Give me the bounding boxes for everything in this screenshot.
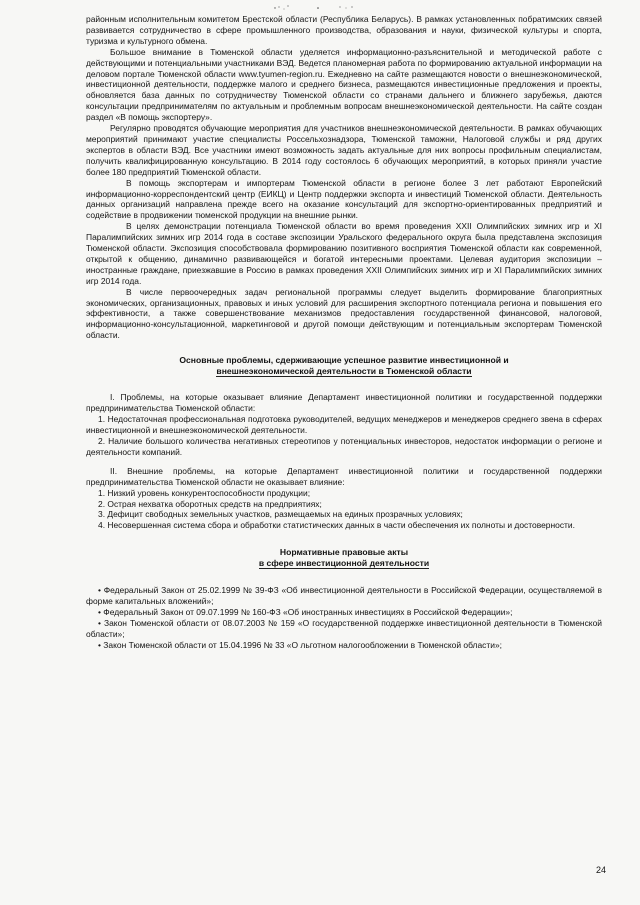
heading-legal-acts — [86, 547, 602, 568]
heading-main-problems — [86, 355, 602, 376]
paragraph-sister-cities: районным исполнительным комитетом Брестской области (Республика Беларусь). В рамках установленных побратимских связей развивается сотрудничество в сфере промышленного производства, образования и науки, физической культуры и спорта, туризма и культурного обмена. — [86, 14, 602, 46]
problems-external-item: 4. Несовершенная система сбора и обработки статистических данных в части обеспечения их полноты и достоверности. — [98, 520, 575, 531]
document-body — [86, 14, 602, 651]
problems-internal-item: 1. Недостаточная профессиональная подготовка руководителей, ведущих менеджеров и менеджеров среднего звена в сферах инвестиционной и внешнеэкономической деятельности. — [86, 414, 602, 436]
paragraph-training-events: Регулярно проводятся обучающие мероприятия для участников внешнеэкономической деятельности. В рамках обучающих мероприятий принимают участие специалисты Россельхознадзора, Тюменской таможни, Налоговой службы и ряд других экспертов в области ВЭД. Все участники имеют возможность задать актуальные для них вопросы профильным специалистам, получить квалифицированную консультацию. В 2014 году состоялось 6 обучающих мероприятий, в которых приняли участие более 180 предприятий Тюменской области. — [86, 123, 602, 177]
heading-main-problems-line1: Основные проблемы, сдерживающие успешное развитие инвестиционной и — [179, 355, 509, 366]
heading-legal-acts-line2: в сфере инвестиционной деятельности — [258, 557, 430, 568]
heading-main-problems-line2: внешнеэкономической деятельности в Тюменской области — [216, 365, 472, 376]
page-number: 24 — [595, 865, 606, 875]
law-item: • Закон Тюменской области от 15.04.1996 № 33 «О льготном налогообложении в Тюменской области»; — [98, 639, 503, 650]
problems-external-item: 1. Низкий уровень конкурентоспособности продукции; — [98, 487, 311, 498]
problems-internal-item: 2. Наличие большого количества негативных стереотипов у потенциальных инвесторов, недостаток информации о регионе и деятельности компаний. — [86, 436, 602, 457]
scan-artifact-mark — [270, 2, 360, 12]
paragraph-information-work: Большое внимание в Тюменской области уделяется информационно-разъяснительной и методической работе с действующими и потенциальными участниками ВЭД. Ведется планомерная работа по формированию актуальной информации на деловом портале Тюменской области www.tyumen-region.ru. Ежедневно на сайте размещаются новости о внешнеэкономической, инвестиционной деятельности, поддержке малого и среднего бизнеса, размещаются инвестиционные предложения и проекты, обновляется база данных по сотрудничеству Тюменской области со странами дальнего и ближнего зарубежья, даются консультации предпринимателям по актуальным и проблемным вопросам внешнеэкономической деятельности. На сайте создан раздел «В помощь экспортеру». — [86, 46, 602, 123]
law-item: • Закон Тюменской области от 08.07.2003 № 159 «О государственной поддержке инвестиционной деятельности в Тюменской области»; — [86, 618, 602, 640]
paragraph-olympic-exposition: В целях демонстрации потенциала Тюменской области во время проведения XXII Олимпийских зимних игр и XI Паралимпийских зимних игр 2014 года в составе экспозиции Уральского федерального округа была представлена экспозиция Тюменской области. Экспозиция способствовала формированию позитивного восприятия Тюменской области как современной, открытой к общению, динамично развивающейся и богатой интересными проектами. Целевая аудитория экспозиции – иностранные граждане, приезжавшие в Россию в рамках проведения XXII Олимпийских зимних игр и XI Паралимпийских зимних игр 2014 года. — [86, 221, 602, 286]
paragraph-support-centers: В помощь экспортерам и импортерам Тюменской области в регионе более 3 лет работают Европейский информационно-корреспондентский центр (ЕИКЦ) и Центр поддержки экспорта и инвестиций Тюменской области. Деятельность данных организаций направлена прежде всего на оказание консультаций для экспортно-ориентированных предприятий и содействие в продвижении тюменской продукции на внешние рынки. — [86, 177, 602, 221]
law-item: • Федеральный Закон от 25.02.1999 № 39-ФЗ «Об инвестиционной деятельности в Российской Федерации, осуществляемой в форме капитальных вложений»; — [86, 585, 602, 607]
law-item: • Федеральный Закон от 09.07.1999 № 160-ФЗ «Об иностранных инвестициях в Российской Федерации»; — [98, 607, 513, 618]
problems-external-item: 3. Дефицит свободных земельных участков, размещаемых на единых прозрачных условиях; — [98, 509, 463, 520]
heading-legal-acts-line1: Нормативные правовые акты — [279, 547, 409, 558]
paragraph-priority-tasks: В числе первоочередных задач региональной программы следует выделить формирование благоприятных экономических, организационных, правовых и иных условий для расширения экспортного потенциала региона и повышения его эффективности, а также совершенствование механизмов предоставления государственной финансовой, налоговой, информационно-консультационной, маркетинговой и другой помощи действующим и потенциальным экспортерам Тюменской области. — [86, 286, 602, 341]
section-gap — [86, 458, 602, 466]
problems-internal-intro: I. Проблемы, на которые оказывает влияние Департамент инвестиционной политики и государственной поддержки предпринимательства Тюменской области: — [86, 392, 602, 414]
problems-external-intro: II. Внешние проблемы, на которые Департамент инвестиционной политики и государственной поддержки предпринимательства Тюменской области не оказывает влияние: — [86, 465, 602, 487]
problems-external-item: 2. Острая нехватка оборотных средств на предприятиях; — [98, 498, 322, 509]
